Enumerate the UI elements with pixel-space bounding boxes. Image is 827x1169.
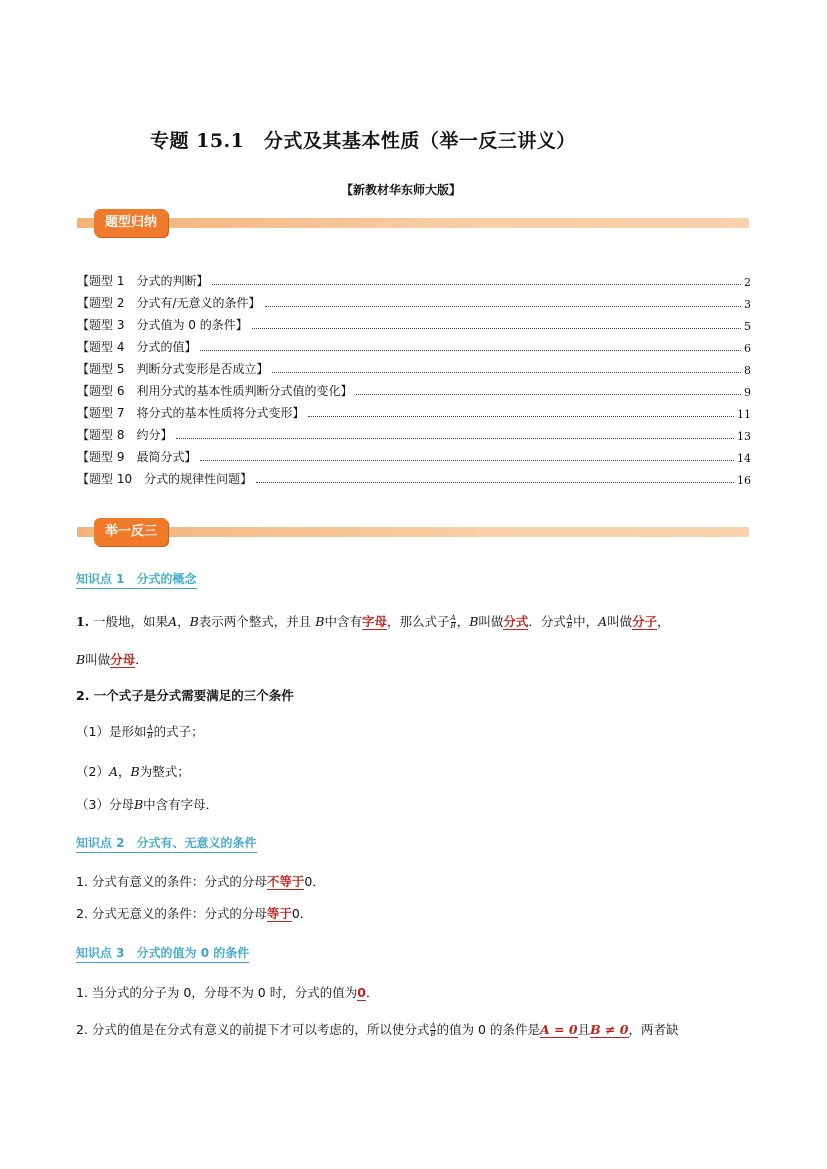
toc-leader [212, 284, 741, 285]
kp1-paragraph-2: 2. 一个式子是分式需要满足的三个条件 [76, 688, 294, 703]
text: 为整式； [139, 764, 190, 779]
denominator: B [450, 622, 456, 630]
var-a: A [168, 614, 178, 629]
var-b: B [189, 614, 199, 629]
toc-label: 【题型 10 分式的规律性问题】 [77, 472, 253, 486]
toc-page: 8 [744, 364, 751, 377]
condition-3 [76, 795, 756, 813]
numerator: A [147, 724, 153, 732]
text: 0． [291, 906, 313, 921]
text: 叫做 [478, 614, 504, 629]
key-term: 不等于 [266, 874, 305, 889]
text: 叫做 [85, 652, 111, 667]
text: ．分式 [528, 614, 566, 629]
knowledge-point-3-heading: 知识点 3 分式的值为 0 的条件 [76, 944, 249, 963]
toc-label: 【题型 3 分式值为 0 的条件】 [77, 318, 248, 332]
key-term: 分母 [110, 652, 136, 667]
text: 的值为 0 的条件是 [436, 1022, 540, 1037]
toc-page: 14 [737, 452, 751, 465]
toc-row-3[interactable] [77, 311, 751, 333]
key-term: 分式 [503, 614, 529, 629]
key-term: B ≠ 0 [590, 1022, 629, 1037]
text: （1）是形如 [76, 724, 147, 739]
toc-row-2[interactable] [77, 289, 751, 311]
text: ． [365, 985, 379, 1000]
condition-1 [76, 722, 756, 740]
toc-leader [308, 416, 734, 417]
text: 中含有 [324, 614, 362, 629]
numerator: A [430, 1022, 436, 1030]
text: 2. 分式的值是在分式有意义的前提下才可以考虑的，所以使分式 [76, 1022, 430, 1037]
text: 2. 分式无意义的条件：分式的分母 [76, 906, 267, 921]
text: ，那么式子 [387, 614, 450, 629]
text: 的式子； [153, 724, 204, 739]
section-banner-types [77, 209, 749, 237]
toc-leader [200, 350, 741, 351]
denominator: B [430, 1030, 436, 1038]
text: 0． [304, 874, 325, 889]
var-a: A [108, 764, 118, 779]
toc-page: 2 [744, 276, 751, 289]
toc-row-10[interactable] [77, 465, 751, 487]
var-b: B [130, 764, 140, 779]
banner-tag: 举一反三 [94, 518, 168, 546]
toc-page: 9 [744, 386, 751, 399]
toc-row-6[interactable] [77, 377, 751, 399]
var-a: A [598, 614, 608, 629]
toc-row-1[interactable] [77, 267, 751, 289]
text: （2） [76, 764, 109, 779]
toc-leader [265, 306, 742, 307]
text: （3）分母 [76, 797, 134, 812]
kp3-line-2 [76, 1020, 756, 1038]
toc-label: 【题型 6 利用分式的基本性质判断分式值的变化】 [77, 384, 353, 398]
toc-leader [356, 394, 741, 395]
toc-row-8[interactable] [77, 421, 751, 443]
banner-bar [77, 527, 749, 537]
toc-label: 【题型 5 判断分式变形是否成立】 [77, 362, 269, 376]
toc-page: 3 [744, 298, 751, 311]
text: 叫做 [607, 614, 633, 629]
page-title: 专题 15.1 分式及其基本性质（举一反三讲义） [150, 130, 576, 152]
text: ， [117, 764, 131, 779]
key-term: 等于 [266, 906, 292, 921]
toc-leader [252, 328, 741, 329]
toc-label: 【题型 2 分式有/无意义的条件】 [77, 296, 261, 310]
toc-label: 【题型 4 分式的值】 [77, 340, 197, 354]
text: ， [456, 614, 470, 629]
knowledge-point-2-heading: 知识点 2 分式有、无意义的条件 [76, 834, 257, 853]
toc-label: 【题型 9 最简分式】 [77, 450, 197, 464]
text: 1. 当分式的分子为 0，分母不为 0 时，分式的值为 [76, 985, 358, 1000]
toc-row-7[interactable] [77, 399, 751, 421]
text: 1. 分式有意义的条件：分式的分母 [76, 874, 267, 889]
fraction-a-over-b [430, 1023, 435, 1038]
toc-page: 6 [744, 342, 751, 355]
key-term: A = 0 [539, 1022, 578, 1037]
toc-page: 11 [737, 408, 751, 421]
fraction-a-over-b [567, 615, 572, 630]
toc-label: 【题型 1 分式的判断】 [77, 274, 209, 288]
table-of-contents [77, 267, 751, 487]
denominator: B [147, 732, 153, 740]
toc-row-4[interactable] [77, 333, 751, 355]
toc-row-5[interactable] [77, 355, 751, 377]
banner-tag: 题型归纳 [94, 209, 168, 237]
item-number: 1. [76, 614, 90, 629]
kp1-paragraph-1-line-1 [76, 612, 756, 630]
text: ， [177, 614, 190, 629]
kp2-line-1 [76, 872, 756, 890]
toc-leader [200, 460, 734, 461]
text: 一般地，如果 [93, 614, 169, 629]
toc-page: 16 [737, 474, 751, 487]
edition-subtitle: 【新教材华东师大版】 [341, 183, 462, 197]
text: ． [135, 652, 148, 667]
var-b: B [315, 614, 325, 629]
key-term: 0 [357, 985, 366, 1000]
var-b: B [133, 797, 144, 812]
text: 表示两个整式，并且 [198, 614, 312, 629]
numerator: A [450, 614, 456, 622]
condition-2 [76, 762, 756, 780]
kp1-paragraph-1-line-2 [76, 650, 756, 668]
text: 中， [573, 614, 599, 629]
fraction-a-over-b [451, 615, 456, 630]
toc-leader [272, 372, 741, 373]
section-banner-examples [77, 518, 749, 546]
toc-label: 【题型 7 将分式的基本性质将分式变形】 [77, 406, 305, 420]
denominator: B [566, 622, 573, 630]
text: ，两者缺 [628, 1022, 679, 1037]
kp3-line-1 [76, 983, 756, 1001]
knowledge-point-1-heading: 知识点 1 分式的概念 [76, 570, 197, 589]
key-term: 字母 [362, 614, 388, 629]
var-b: B [469, 614, 479, 629]
toc-leader [176, 438, 734, 439]
kp2-line-2 [76, 904, 756, 922]
text: 中含有字母． [143, 797, 219, 812]
toc-page: 13 [737, 430, 751, 443]
banner-bar [77, 218, 749, 228]
text: ， [657, 614, 670, 629]
text: 且 [577, 1022, 591, 1037]
toc-leader [256, 482, 734, 483]
toc-label: 【题型 8 约分】 [77, 428, 173, 442]
toc-page: 5 [744, 320, 751, 333]
var-b: B [76, 652, 86, 667]
numerator: A [566, 614, 573, 622]
toc-row-9[interactable] [77, 443, 751, 465]
key-term: 分子 [632, 614, 658, 629]
fraction-a-over-b [147, 725, 152, 740]
